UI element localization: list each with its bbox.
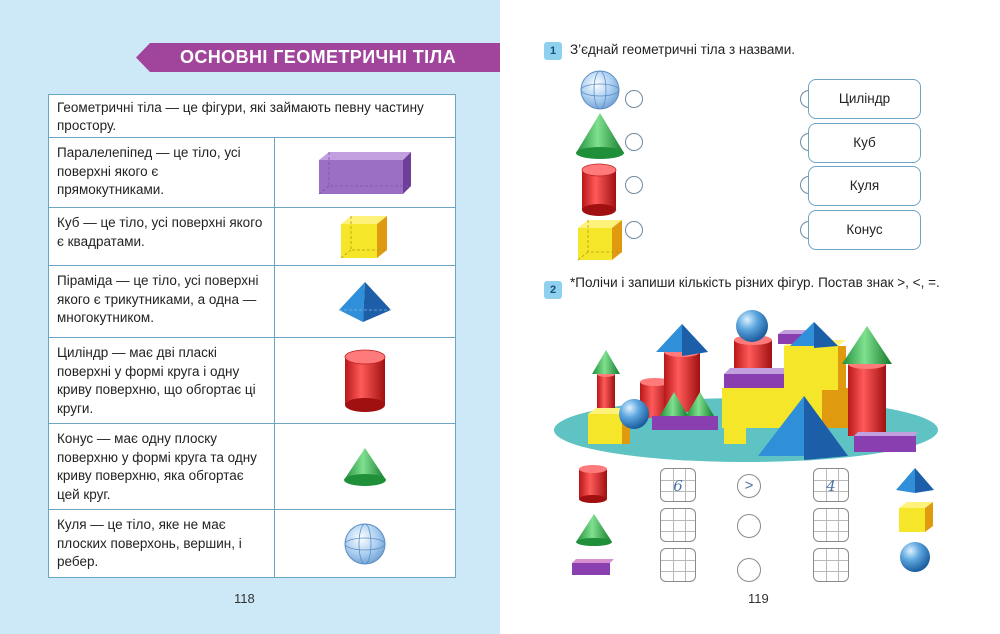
definition-text: Куля — це тіло, яке не має плоских поверхонь, вершин, і ребер. <box>49 510 275 577</box>
match-dot-left[interactable] <box>625 90 643 108</box>
match-dot-left[interactable] <box>625 176 643 194</box>
parallelepiped-icon <box>570 558 616 576</box>
cube-icon <box>576 218 624 262</box>
sphere-icon <box>578 69 622 111</box>
table-row <box>49 423 455 509</box>
pyramid-icon <box>894 466 936 494</box>
task-1-text: З’єднай геометричні тіла з назвами. <box>570 42 795 57</box>
intro-text: Геометричні тіла — це фігури, які займають певну частину простору. <box>57 100 424 133</box>
table-row <box>49 207 455 265</box>
cone-icon <box>574 111 626 161</box>
table-row <box>49 137 455 207</box>
count-box-right[interactable] <box>813 468 849 502</box>
definition-text: Конус — має одну плоску поверхню у формі круга та одну криву поверхню, яка обгортає цей круг. <box>49 424 275 509</box>
name-box-sphere: Куля <box>808 166 921 206</box>
cone-icon <box>275 424 455 509</box>
cube-icon <box>275 208 455 265</box>
page-number-left: 118 <box>234 591 255 606</box>
cylinder-icon <box>275 338 455 423</box>
cube-icon <box>897 500 935 534</box>
intro-row <box>49 95 455 137</box>
name-box-cube: Куб <box>808 123 921 163</box>
count-value <box>814 549 848 581</box>
count-value <box>661 549 695 581</box>
count-value <box>661 509 695 541</box>
definition-text: Куб — це тіло, усі поверхні якого є квадратами. <box>49 208 275 265</box>
table-row <box>49 509 455 577</box>
match-dot-left[interactable] <box>625 221 643 239</box>
count-box-left[interactable] <box>660 548 696 582</box>
definition-text: Циліндр — має дві плаcкі поверхні у формі круга і одну криву поверхню, що обгортає ці круги. <box>49 338 275 423</box>
task-2-badge: 2 <box>544 281 562 299</box>
pyramid-icon <box>275 266 455 337</box>
count-value <box>814 509 848 541</box>
comparison-sign[interactable] <box>737 558 761 582</box>
task-1-badge: 1 <box>544 42 562 60</box>
cone-icon <box>574 512 614 548</box>
comparison-sign[interactable] <box>737 514 761 538</box>
castle-illustration <box>552 306 944 466</box>
task-2-text: *Полічи і запиши кількість різних фігур. Постав знак >, <, =. <box>570 275 940 290</box>
name-box-cone: Конус <box>808 210 921 250</box>
page-number-right: 119 <box>748 591 769 606</box>
definition-text: Піраміда — це тіло, усі поверхні якого є трикутниками, а одна — многокутником. <box>49 266 275 337</box>
info-table <box>48 94 456 578</box>
count-box-right[interactable] <box>813 548 849 582</box>
count-box-right[interactable] <box>813 508 849 542</box>
parallelepiped-icon <box>275 138 455 207</box>
count-box-left[interactable] <box>660 508 696 542</box>
sphere-icon <box>275 510 455 577</box>
title-banner <box>136 43 500 72</box>
comparison-sign[interactable]: > <box>737 474 761 498</box>
cylinder-icon <box>577 464 609 504</box>
cylinder-icon <box>580 163 618 217</box>
table-row <box>49 265 455 337</box>
table-row <box>49 337 455 423</box>
match-dot-left[interactable] <box>625 133 643 151</box>
definition-text: Паралелепіпед — це тіло, усі поверхні якого є прямокутниками. <box>49 138 275 207</box>
count-value: 6 <box>673 477 683 495</box>
page-title: ОСНОВНІ ГЕОМЕТРИЧНІ ТІЛА <box>179 47 457 67</box>
name-box-cylinder: Циліндр <box>808 79 921 119</box>
count-box-left[interactable] <box>660 468 696 502</box>
count-value: 4 <box>826 477 836 495</box>
sphere-icon <box>898 540 932 574</box>
